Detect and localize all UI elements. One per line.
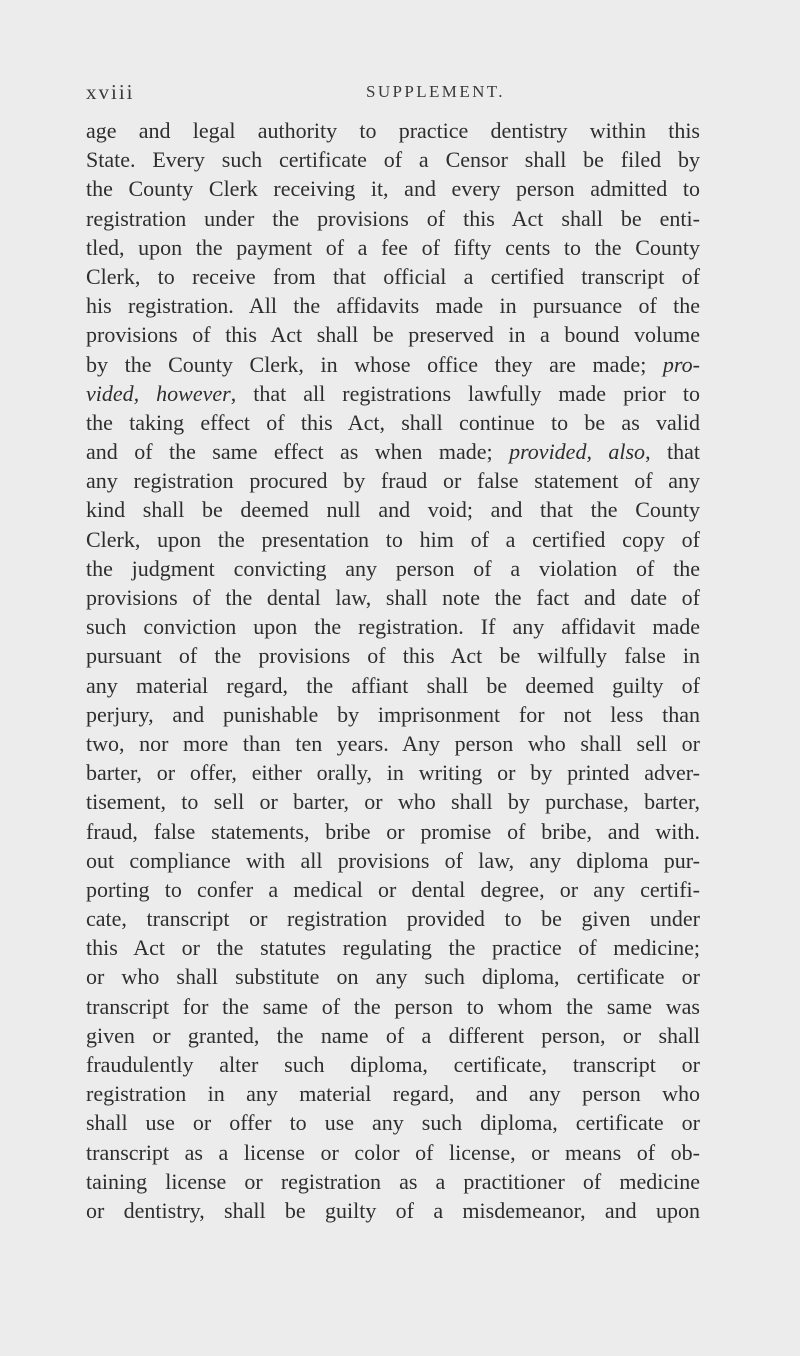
text-line: or who shall substitute on any such diploma, certificate or bbox=[86, 964, 700, 990]
text-line: age and legal authority to practice dentistry within this bbox=[86, 118, 700, 143]
text-run: by the County Clerk, in whose office they are made; bbox=[86, 351, 663, 377]
text-line: such conviction upon the registration. If any affidavit made bbox=[86, 614, 700, 640]
text-line: the judgment convicting any person of a violation of the bbox=[86, 555, 700, 581]
text-line: any registration procured by fraud or false statement of any bbox=[86, 468, 700, 494]
text-line: fraud, false statements, bribe or promise of bribe, and with. bbox=[86, 818, 700, 844]
text-line: tled, upon the payment of a fee of fifty cents to the County bbox=[86, 234, 700, 260]
text-line: provisions of this Act shall be preserved in a bound volume bbox=[86, 322, 700, 348]
text-run: , that all registrations lawfully made prior to bbox=[230, 380, 700, 406]
text-line: taining license or registration as a practitioner of medicine bbox=[86, 1168, 700, 1194]
body-text bbox=[86, 116, 716, 1225]
italic-text: pro- bbox=[662, 351, 700, 377]
text-line: fraudulently alter such diploma, certificate, transcript or bbox=[86, 1052, 700, 1077]
text-line: this Act or the statutes regulating the practice of medicine; bbox=[86, 935, 700, 961]
italic-text: vided, however bbox=[86, 380, 231, 406]
text-line: out compliance with all provisions of law, any diploma pur- bbox=[86, 847, 700, 873]
text-line: State. Every such certificate of a Censor shall be filed by bbox=[86, 147, 700, 173]
page-number: xviii bbox=[86, 80, 135, 104]
text-line bbox=[86, 437, 700, 466]
text-line: porting to confer a medical or dental degree, or any certifi- bbox=[86, 876, 700, 902]
text-line: any material regard, the affiant shall be deemed guilty of bbox=[86, 672, 700, 698]
text-run: , that bbox=[645, 439, 700, 465]
text-line: Clerk, upon the presentation to him of a certified copy of bbox=[86, 526, 700, 552]
text-line: transcript for the same of the person to whom the same was bbox=[86, 993, 700, 1019]
running-title: SUPPLEMENT. bbox=[366, 82, 505, 101]
text-line: Clerk, to receive from that official a certified transcript of bbox=[86, 263, 700, 289]
text-line: transcript as a license or color of license, or means of ob- bbox=[86, 1139, 700, 1165]
text-line: the County Clerk receiving it, and every person admitted to bbox=[86, 176, 700, 202]
text-line: registration in any material regard, and any person who bbox=[86, 1081, 700, 1107]
text-line: or dentistry, shall be guilty of a misdemeanor, and upon bbox=[86, 1197, 700, 1223]
text-line: provisions of the dental law, shall note the fact and date of bbox=[86, 585, 700, 610]
italic-text: provided, also bbox=[509, 439, 646, 465]
text-run: and of the same effect as when made; bbox=[86, 439, 510, 465]
text-line: registration under the provisions of this Act shall be enti- bbox=[86, 205, 700, 231]
text-line: his registration. All the affidavits made in pursuance of the bbox=[86, 293, 700, 319]
text-line: cate, transcript or registration provided to be given under bbox=[86, 906, 700, 932]
text-line: the taking effect of this Act, shall continue to be as valid bbox=[86, 409, 700, 435]
text-line: shall use or offer to use any such diploma, certificate or bbox=[86, 1110, 700, 1136]
text-line: tisement, to sell or barter, or who shall by purchase, barter, bbox=[86, 789, 700, 815]
running-head bbox=[86, 80, 700, 104]
text-line: kind shall be deemed null and void; and that the County bbox=[86, 497, 700, 523]
text-line: perjury, and punishable by imprisonment for not less than bbox=[86, 701, 700, 727]
text-line: two, nor more than ten years. Any person who shall sell or bbox=[86, 730, 700, 756]
text-line: given or granted, the name of a different person, or shall bbox=[86, 1022, 700, 1048]
text-line bbox=[86, 350, 700, 379]
text-line bbox=[86, 379, 700, 408]
text-line: pursuant of the provisions of this Act be wilfully false in bbox=[86, 643, 700, 669]
text-line: barter, or offer, either orally, in writing or by printed adver- bbox=[86, 760, 700, 786]
